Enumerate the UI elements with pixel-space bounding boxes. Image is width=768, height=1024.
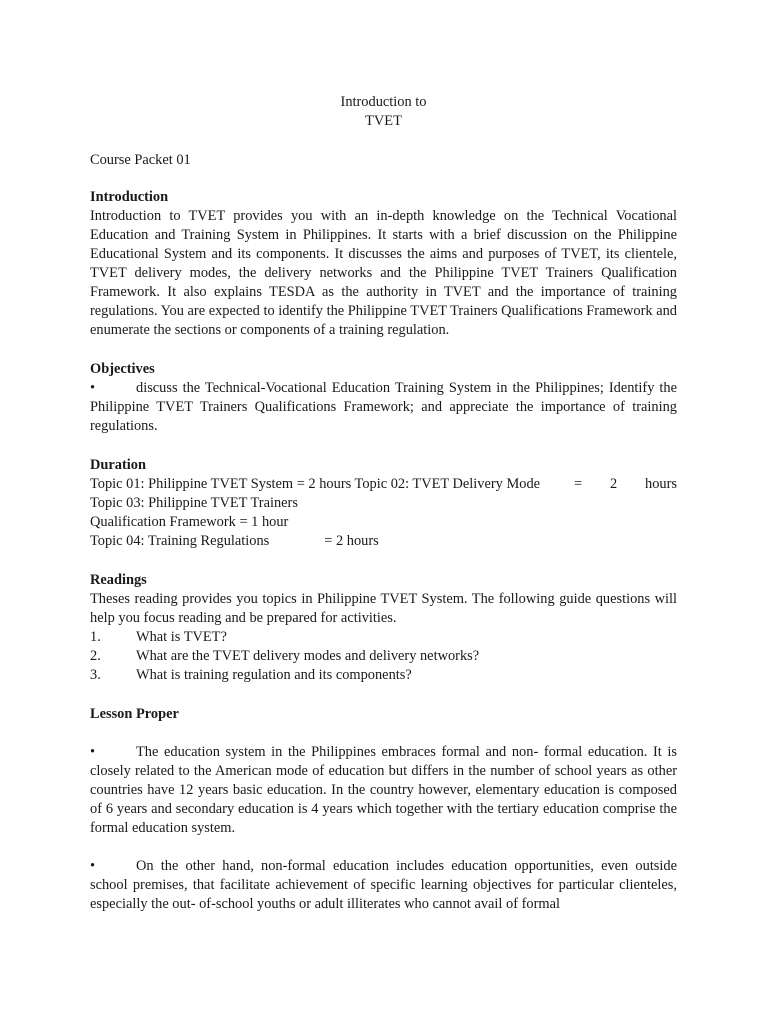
title-line-1: Introduction to [340, 94, 427, 110]
duration-row-2: Topic 03: Philippine TVET Trainers [90, 495, 298, 511]
objectives-heading: Objectives [90, 361, 155, 377]
duration-row-1 [90, 475, 677, 494]
list-item [90, 647, 677, 666]
bullet-marker: • [90, 744, 96, 760]
lesson-paragraph-1 [90, 743, 677, 838]
bullet-marker: • [90, 380, 96, 396]
list-text: What is TVET? [136, 629, 227, 645]
list-number: 1. [90, 629, 101, 645]
course-packet-label: Course Packet 01 [90, 152, 191, 168]
list-text: What is training regulation and its components? [136, 667, 412, 683]
list-item [90, 628, 677, 647]
duration-row-4-value: = 2 hours [324, 533, 379, 549]
readings-paragraph: Theses reading provides you topics in Philippine TVET System. The following guide questions will help you focus reading and be prepared for activities. [90, 591, 677, 626]
list-text: What are the TVET delivery modes and delivery networks? [136, 648, 480, 664]
lesson-paragraph-2 [90, 857, 677, 914]
duration-heading: Duration [90, 457, 146, 473]
readings-heading: Readings [90, 572, 147, 588]
lesson-paragraph-2-text: On the other hand, non-formal education includes education opportunities, even outside school premises, that facilitate achievement of specific learning objectives for particular clienteles, especially the out- of-school youths or adult illiterates who cannot avail of formal [90, 858, 677, 912]
duration-row-1-text: Topic 01: Philippine TVET System = 2 hours Topic 02: TVET Delivery Mode [90, 476, 541, 492]
document-title [90, 93, 677, 131]
objectives-text: discuss the Technical-Vocational Education Training System in the Philippines; Identify the Philippine TVET Trainers Qualifications Framework; and appreciate the importance of training regulations. [90, 380, 677, 434]
lesson-paragraph-1-text: The education system in the Philippines embraces formal and non- formal education. It is closely related to the American mode of education but differs in the number of school years as other countries have 12 years basic education. In the country however, elementary education is composed of 6 years and secondary education is 4 years which together with the tertiary education comprise the formal education system. [90, 744, 677, 836]
lesson-proper-heading: Lesson Proper [90, 706, 179, 722]
list-number: 2. [90, 648, 101, 664]
duration-row-3: Qualification Framework = 1 hour [90, 514, 289, 530]
duration-row-4 [90, 532, 677, 551]
title-line-2: TVET [365, 113, 402, 129]
introduction-heading: Introduction [90, 189, 169, 205]
duration-row-1-num: 2 [609, 476, 618, 492]
list-item [90, 666, 677, 685]
objectives-paragraph [90, 379, 677, 436]
duration-row-4-text: Topic 04: Training Regulations [90, 533, 270, 549]
list-number: 3. [90, 667, 101, 683]
duration-row-1-eq: = [573, 476, 583, 492]
document-body [90, 93, 677, 914]
bullet-marker: • [90, 858, 96, 874]
duration-row-1-unit: hours [645, 476, 677, 492]
introduction-paragraph: Introduction to TVET provides you with an in-depth knowledge on the Technical Vocational Education and Training System in Philippines. It starts with a brief discussion on the Philippine Educational System and its components. It discusses the aims and purposes of TVET, its clientele, TVET delivery modes, the delivery networks and the Philippine TVET Trainers Qualification Framework. It also explains TESDA as the authority in TVET and the importance of training regulations. You are expected to identify the Philippine TVET Trainers Qualifications Framework and enumerate the sections or components of a training regulation. [90, 208, 677, 338]
